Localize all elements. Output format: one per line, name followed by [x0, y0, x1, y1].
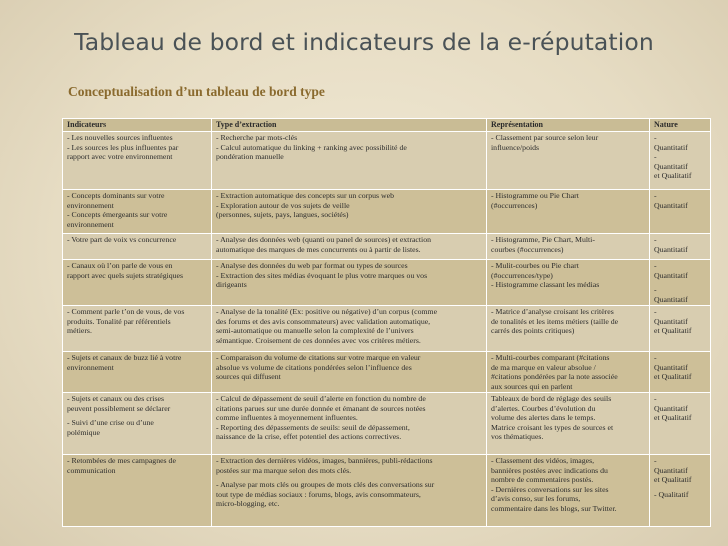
- cell-text-line: - Recherche par mots-clés: [216, 133, 298, 142]
- cell-text-line: Quantitatif: [654, 161, 688, 171]
- dashboard-table: [62, 118, 711, 527]
- cell-nature: [650, 190, 711, 234]
- cell-text-line: Quantitatif: [654, 270, 688, 280]
- cell-text-line: - Dernières conversations sur les sites: [491, 484, 609, 494]
- cell-text-line: (#occurrences/type): [491, 270, 553, 280]
- cell-text-line: influence/poids: [491, 142, 540, 152]
- cell-text-line: de ma marque en valeur absolue /: [491, 362, 596, 372]
- cell-text-line: - Classement par source selon leur: [491, 133, 599, 142]
- cell-text-line: - Sujets et canaux ou des crises: [67, 394, 165, 403]
- header-nature: Nature: [650, 119, 711, 132]
- cell-text-line: -: [654, 261, 657, 270]
- cell-indicateurs: [63, 132, 212, 190]
- cell-nature: [650, 234, 711, 260]
- cell-representation: [487, 234, 650, 260]
- cell-text-line: - Les nouvelles sources influentes: [67, 133, 173, 142]
- table-body: [63, 132, 711, 527]
- table-row: [63, 455, 711, 527]
- cell-text-line: aux sources qui en parlent: [491, 381, 573, 391]
- cell-text-line: produits. Tonalité par référentiels: [67, 316, 171, 326]
- cell-type-extraction: [212, 260, 487, 306]
- cell-text-line: - Matrice d’analyse croisant les critères: [491, 307, 614, 316]
- cell-type-extraction: [212, 234, 487, 260]
- cell-text-line: - Comment parle t’on de vous, de vos: [67, 307, 185, 316]
- cell-indicateurs: [63, 352, 212, 393]
- cell-text-line: Quantitatif: [654, 142, 688, 152]
- cell-text-line: - Retombées de mes campagnes de: [67, 456, 176, 465]
- cell-text-line: semi-automatique ou manuelle selon la complexité de l’univers: [216, 326, 414, 335]
- cell-nature: [650, 132, 711, 190]
- cell-text-line: -: [654, 353, 657, 362]
- cell-indicateurs: [63, 260, 212, 306]
- cell-text-line: - Comparaison du volume de citations sur votre marque en valeur: [216, 353, 421, 362]
- cell-text-line: et Qualitatif: [654, 171, 692, 180]
- slide-title: Tableau de bord et indicateurs de la e-réputation: [74, 28, 654, 56]
- cell-representation: [487, 190, 650, 234]
- cell-text-line: et Qualitatif: [654, 413, 692, 422]
- table-row: [63, 393, 711, 455]
- cell-text-line: d’avis conso, sur les forums,: [491, 494, 581, 503]
- cell-text-line: -: [654, 456, 657, 465]
- cell-text-line: automatique des marques de mes concurrents ou à partir de listes.: [216, 244, 421, 254]
- cell-text-line: Matrice croisant les types de sources et: [491, 422, 614, 432]
- cell-text-line: - Classement des vidéos, images,: [491, 456, 595, 465]
- cell-indicateurs: [63, 455, 212, 527]
- cell-representation: [487, 393, 650, 455]
- cell-text-line: - Suivi d’une crise ou d’une: [67, 418, 154, 427]
- cell-text-line: rapport avec quels sujets stratégiques: [67, 270, 184, 280]
- cell-text-line: sémantique. Croisement de ces données avec vos critères métiers.: [216, 335, 421, 345]
- cell-text-line: nombre de commentaires postés.: [491, 475, 594, 484]
- cell-text-line: - Extraction des dernières vidéos, images, bannières, publi-rédactions: [216, 456, 433, 465]
- cell-nature: [650, 393, 711, 455]
- cell-text-line: des forums et des avis consommateurs) avec validation automatique,: [216, 316, 431, 326]
- cell-text-line: #citations pondérées par la note associée: [491, 372, 618, 381]
- cell-text-line: - Analyse de la tonalité (Ex: positive ou négative) d’un corpus (comme: [216, 307, 438, 316]
- slide-subtitle: Conceptualisation d’un tableau de bord type: [68, 84, 325, 99]
- cell-text-line: Quantitatif: [654, 403, 688, 413]
- cell-text-line: pondération manuelle: [216, 152, 284, 161]
- cell-text-line: -: [654, 191, 657, 200]
- cell-text-line: volume des alertes dans le temps.: [491, 413, 596, 422]
- cell-text-line: Quantitatif: [654, 294, 688, 304]
- cell-indicateurs: [63, 393, 212, 455]
- cell-text-line: -: [654, 394, 657, 403]
- cell-text-line: polémique: [67, 427, 100, 437]
- cell-indicateurs: [63, 234, 212, 260]
- cell-text-line: -: [654, 307, 657, 316]
- cell-text-line: postées sur ma marque selon des mots clés.: [216, 465, 352, 475]
- cell-type-extraction: [212, 455, 487, 527]
- cell-text-line: micro-blogging, etc.: [216, 499, 280, 508]
- header-type-extraction: Type d’extraction: [212, 119, 487, 132]
- cell-text-line: et Qualitatif: [654, 475, 692, 484]
- cell-text-line: vos thématiques.: [491, 432, 544, 441]
- cell-type-extraction: [212, 132, 487, 190]
- cell-text-line: Quantitatif: [654, 465, 688, 475]
- cell-text-line: environnement: [67, 362, 114, 372]
- cell-text-line: communication: [67, 465, 116, 475]
- cell-type-extraction: [212, 306, 487, 352]
- cell-text-line: (#occurrences): [491, 200, 538, 210]
- cell-nature: [650, 306, 711, 352]
- cell-representation: [487, 352, 650, 393]
- cell-text-line: Tableaux de bord de réglage des seuils: [491, 394, 612, 403]
- cell-text-line: - Canaux où l’on parle de vous en: [67, 261, 173, 270]
- cell-representation: [487, 306, 650, 352]
- table-row: [63, 306, 711, 352]
- header-representation: Représentation: [487, 119, 650, 132]
- cell-text-line: carrés des points critiques): [491, 326, 575, 335]
- cell-text-line: Quantitatif: [654, 316, 688, 326]
- cell-nature: [650, 352, 711, 393]
- cell-text-line: - Exploration autour de vos sujets de veille: [216, 200, 350, 210]
- table-row: [63, 132, 711, 190]
- cell-text-line: - Analyse des données du web par format ou types de sources: [216, 261, 408, 270]
- cell-text-line: -: [654, 133, 657, 142]
- cell-representation: [487, 260, 650, 306]
- cell-text-line: de tonalités et les items métiers (taille de: [491, 316, 619, 326]
- cell-text-line: courbes (#occurrences): [491, 244, 564, 254]
- cell-text-line: comme influentes à moyennement influentes.: [216, 413, 358, 422]
- cell-text-line: peuvent possiblement se déclarer: [67, 403, 171, 413]
- cell-text-line: - Qualitatif: [654, 489, 689, 499]
- cell-text-line: naissance de la crise, effet potentiel des actions correctives.: [216, 432, 402, 441]
- cell-text-line: - Analyse des données web (quanti ou panel de sources) et extraction: [216, 235, 431, 244]
- cell-text-line: et Qualitatif: [654, 326, 692, 335]
- table-row: [63, 260, 711, 306]
- cell-text-line: - Les sources les plus influentes par: [67, 142, 179, 152]
- cell-text-line: absolue vs volume de citations pondérées selon l’influence des: [216, 362, 412, 372]
- cell-text-line: - Votre part de voix vs concurrence: [67, 235, 177, 244]
- cell-text-line: -: [654, 285, 657, 294]
- cell-text-line: et Qualitatif: [654, 372, 692, 381]
- cell-text-line: rapport avec votre environnement: [67, 152, 173, 161]
- cell-text-line: Quantitatif: [654, 200, 688, 210]
- cell-text-line: - Concepts émergeants sur votre: [67, 210, 168, 219]
- cell-text-line: - Extraction automatique des concepts sur un corpus web: [216, 191, 394, 200]
- cell-text-line: dirigeants: [216, 280, 247, 289]
- cell-nature: [650, 455, 711, 527]
- cell-text-line: environnement: [67, 219, 114, 229]
- cell-text-line: - Extraction des sites médias évoquant le plus votre marques ou vos: [216, 270, 428, 280]
- cell-text-line: - Calcul de dépassement de seuil d’alerte en fonction du nombre de: [216, 394, 426, 403]
- cell-text-line: sources qui diffusent: [216, 372, 281, 381]
- cell-text-line: - Analyse par mots clés ou groupes de mots clés des conversations sur: [216, 480, 435, 489]
- cell-text-line: environnement: [67, 200, 114, 210]
- cell-text-line: - Histogramme, Pie Chart, Multi-: [491, 235, 595, 244]
- cell-text-line: -: [654, 152, 657, 161]
- cell-text-line: - Mulit-courbes ou Pie chart: [491, 261, 579, 270]
- cell-representation: [487, 132, 650, 190]
- table-row: [63, 190, 711, 234]
- cell-text-line: - Multi-courbes comparant (#citations: [491, 353, 610, 362]
- table-row: [63, 352, 711, 393]
- cell-indicateurs: [63, 306, 212, 352]
- cell-text-line: Quantitatif: [654, 362, 688, 372]
- cell-text-line: métiers.: [67, 326, 92, 335]
- cell-type-extraction: [212, 190, 487, 234]
- table-row: [63, 234, 711, 260]
- cell-text-line: - Reporting des dépassements de seuils: seuil de dépassement,: [216, 422, 410, 432]
- cell-representation: [487, 455, 650, 527]
- table-header-row: [63, 119, 711, 132]
- cell-text-line: - Histogramme ou Pie Chart: [491, 191, 579, 200]
- cell-text-line: citations parues sur une durée donnée et émanant de sources notées: [216, 403, 426, 413]
- header-indicateurs: Indicateurs: [63, 119, 212, 132]
- cell-text-line: - Calcul automatique du linking + ranking avec possibilité de: [216, 142, 407, 152]
- cell-type-extraction: [212, 393, 487, 455]
- cell-text-line: - Sujets et canaux de buzz lié à votre: [67, 353, 182, 362]
- cell-type-extraction: [212, 352, 487, 393]
- cell-indicateurs: [63, 190, 212, 234]
- cell-text-line: - Concepts dominants sur votre: [67, 191, 165, 200]
- cell-text-line: - Histogramme classant les médias: [491, 280, 600, 289]
- cell-text-line: commentaire dans les blogs, sur Twitter.: [491, 503, 617, 513]
- cell-text-line: tout type de médias sociaux : forums, blogs, avis consommateurs,: [216, 489, 421, 499]
- cell-text-line: d’alertes. Courbes d’évolution du: [491, 403, 596, 413]
- cell-text-line: (personnes, sujets, pays, langues, sociétés): [216, 210, 349, 219]
- cell-text-line: bannières postées avec indications du: [491, 465, 608, 475]
- cell-text-line: -: [654, 235, 657, 244]
- cell-nature: [650, 260, 711, 306]
- cell-text-line: Quantitatif: [654, 244, 688, 254]
